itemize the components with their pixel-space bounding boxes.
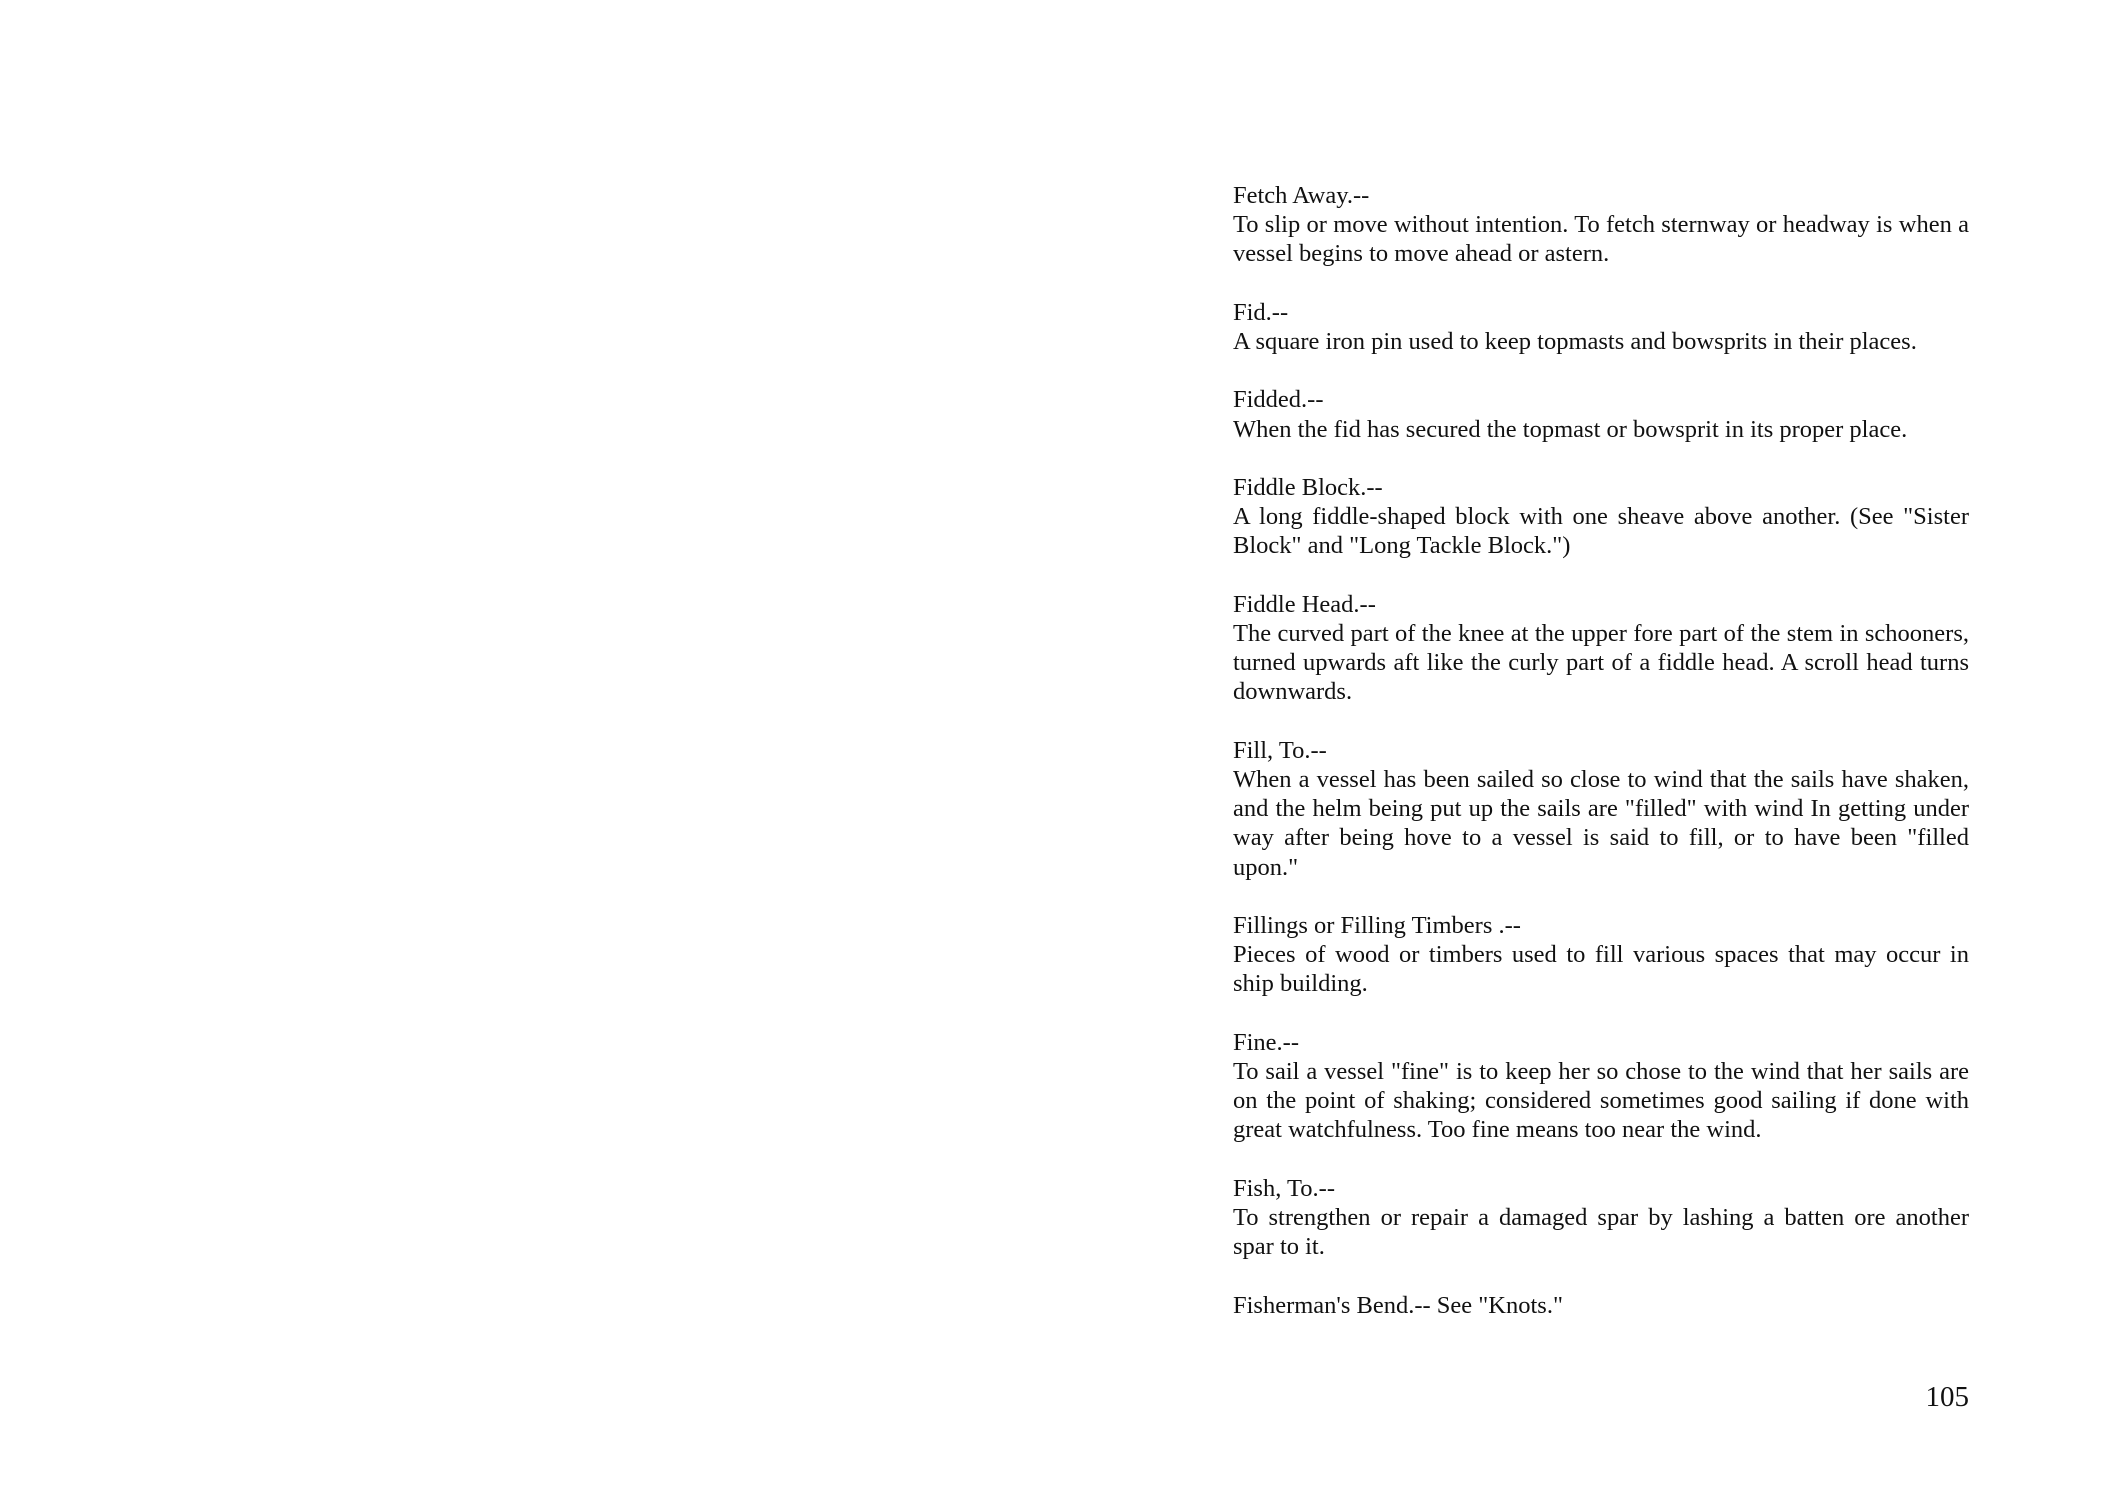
- page-number: 105: [1925, 1381, 1969, 1413]
- entry-definition: To slip or move without intention. To fetch sternway or headway is when a vessel begins to move ahead or astern.: [1233, 211, 1969, 268]
- glossary-entry-fetch-away: [1233, 181, 1969, 269]
- entry-term: Fiddle Block.--: [1233, 473, 1383, 501]
- entry-definition: To sail a vessel "fine" is to keep her so chose to the wind that her sails are on the point of shaking; considered sometimes good sailing if done with great watchfulness. Too fine means too near the wind.: [1233, 1057, 1969, 1144]
- entry-definition: When the fid has secured the topmast or bowsprit in its proper place.: [1233, 415, 1908, 443]
- glossary-entry-fid: [1233, 298, 1969, 356]
- glossary-entry-fidded: [1233, 385, 1969, 443]
- entry-definition: A square iron pin used to keep topmasts and bowsprits in their places.: [1233, 328, 1917, 355]
- glossary-entry-fiddle-block: [1233, 473, 1969, 561]
- glossary-page: [1052, 0, 2105, 1489]
- entry-term: Fisherman's Bend.-- See "Knots.": [1233, 1291, 1563, 1319]
- glossary-entry-fill-to: [1233, 736, 1969, 882]
- blank-left-page: [0, 0, 1052, 1489]
- entry-term: Fish, To.--: [1233, 1174, 1335, 1202]
- glossary-entry-fiddle-head: [1233, 590, 1969, 707]
- entry-term: Fidded.--: [1233, 386, 1324, 414]
- entry-definition: To strengthen or repair a damaged spar by lashing a batten ore another spar to it.: [1233, 1203, 1969, 1261]
- entry-term: Fid.--: [1233, 298, 1289, 326]
- entry-definition: The curved part of the knee at the upper fore part of the stem in schooners, turned upwards aft like the curly part of a fiddle head. A scroll head turns downwards.: [1233, 619, 1969, 706]
- entry-term: Fill, To.--: [1233, 736, 1327, 764]
- glossary-entry-fishermans-bend: [1233, 1291, 1969, 1320]
- glossary-entry-fillings: [1233, 911, 1969, 999]
- glossary-entry-fish-to: [1233, 1174, 1969, 1262]
- entry-definition: A long fiddle-shaped block with one sheave above another. (See "Sister Block" and "Long Tackle Block."): [1233, 503, 1969, 560]
- glossary-entry-fine: [1233, 1028, 1969, 1145]
- entry-definition: When a vessel has been sailed so close to wind that the sails have shaken, and the helm being put up the sails are "filled" with wind In getting under way after being hove to a vessel is said to fill, or to have been "filled upon.": [1233, 765, 1969, 881]
- entry-term: Fine.--: [1233, 1028, 1299, 1056]
- entry-term: Fiddle Head.--: [1233, 590, 1376, 618]
- glossary-entry-list: [1233, 181, 1969, 1349]
- entry-definition: Pieces of wood or timbers used to fill various spaces that may occur in ship building.: [1233, 941, 1969, 998]
- entry-term: Fillings or Filling Timbers .--: [1233, 911, 1521, 939]
- entry-term: Fetch Away.--: [1233, 182, 1370, 209]
